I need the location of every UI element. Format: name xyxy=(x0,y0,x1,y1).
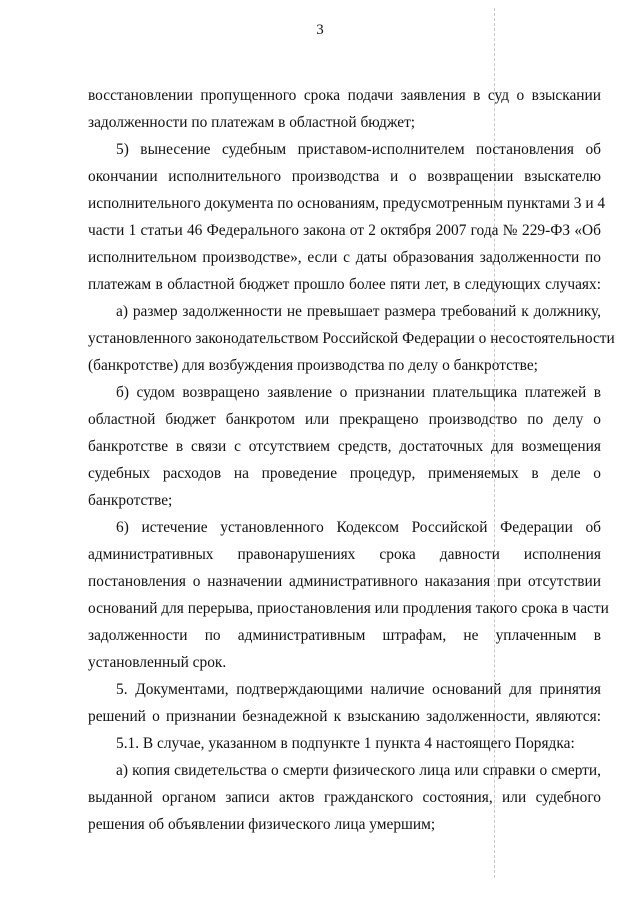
text-line: исполнительном производстве», если с даты образования задолженности по xyxy=(88,249,601,266)
text-line: решения об объявлении физического лица умершим; xyxy=(88,816,436,833)
text-line: платежам в областной бюджет прошло более пяти лет, в следующих случаях: xyxy=(88,276,601,293)
text-line: а) размер задолженности не превышает размера требований к должнику, xyxy=(116,303,601,320)
text-line: банкротстве в связи с отсутствием средств, достаточных для возмещения xyxy=(88,438,601,455)
text-line: административных правонарушениях срока давности исполнения xyxy=(88,546,601,563)
text-line: восстановлении пропущенного срока подачи заявления в суд о взыскании xyxy=(88,87,601,104)
text-line: судебных расходов на проведение процедур, применяемых в деле о xyxy=(88,465,601,482)
text-line: части 1 статьи 46 Федерального закона от 2 октября 2007 года № 229-ФЗ «Об xyxy=(88,222,601,239)
text-line: установленного законодательством Российской Федерации о несостоятельности xyxy=(88,330,615,347)
text-line: 5. Документами, подтверждающими наличие оснований для принятия xyxy=(116,681,601,698)
text-line: решений о признании безнадежной к взысканию задолженности, являются: xyxy=(88,708,601,725)
text-line: исполнительного документа по основаниям, предусмотренным пунктами 3 и 4 xyxy=(88,195,606,212)
text-line: установленный срок. xyxy=(88,654,227,671)
text-line: окончании исполнительного производства и о возвращении взыскателю xyxy=(88,168,601,185)
text-line: областной бюджет банкротом или прекращено производство по делу о xyxy=(88,411,601,428)
text-line: банкротстве; xyxy=(88,492,173,509)
text-line: 5.1. В случае, указанном в подпункте 1 пункта 4 настоящего Порядка: xyxy=(116,735,575,752)
text-line: 6) истечение установленного Кодексом Российской Федерации об xyxy=(116,519,601,536)
text-line: оснований для перерыва, приостановления или продления такого срока в части xyxy=(88,600,609,617)
text-line: (банкротстве) для возбуждения производства по делу о банкротстве; xyxy=(88,357,538,374)
text-line: 5) вынесение судебным приставом-исполнителем постановления об xyxy=(116,141,601,158)
page-number: 3 xyxy=(316,22,324,38)
text-line: задолженности по административным штрафам, не уплаченным в xyxy=(88,627,601,644)
text-line: задолженности по платежам в областной бюджет; xyxy=(88,114,416,131)
text-line: а) копия свидетельства о смерти физического лица или справки о смерти, xyxy=(116,762,601,779)
text-line: выданной органом записи актов гражданского состояния, или судебного xyxy=(88,789,601,806)
text-line: постановления о назначении административного наказания при отсутствии xyxy=(88,573,601,590)
text-line: б) судом возвращено заявление о признании плательщика платежей в xyxy=(116,384,601,401)
